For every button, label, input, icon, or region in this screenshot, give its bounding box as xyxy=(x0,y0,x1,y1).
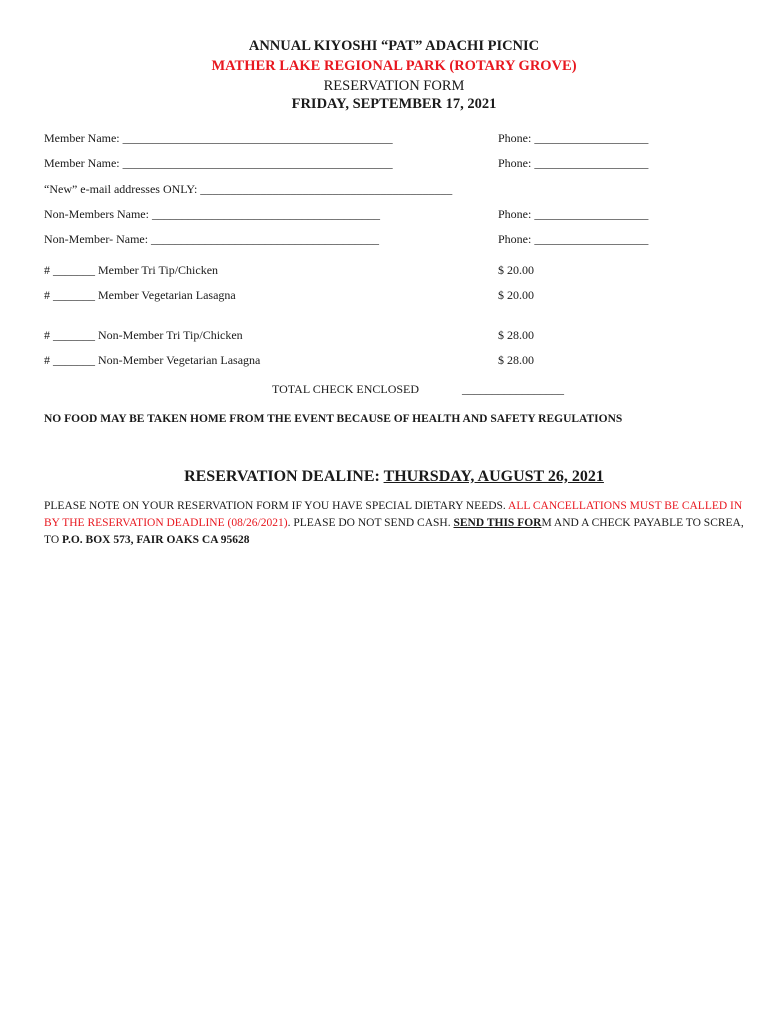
cash-note: . PLEASE DO NOT SEND CASH. xyxy=(287,517,454,529)
item-nonmember-tritip-price: $ 28.00 xyxy=(498,328,534,342)
item-member-tritip[interactable]: # _______ Member Tri Tip/Chicken xyxy=(44,263,219,277)
phone-field-2[interactable]: Phone: ___________________ xyxy=(498,156,649,170)
nonmember-name-field-1[interactable]: Non-Members Name: ______________________________________ xyxy=(44,207,380,221)
phone-field-1[interactable]: Phone: ___________________ xyxy=(498,131,649,145)
item-nonmember-tritip[interactable]: # _______ Non-Member Tri Tip/Chicken xyxy=(44,328,243,342)
item-member-lasagna-price: $ 20.00 xyxy=(498,288,534,302)
item-nonmember-lasagna-price: $ 28.00 xyxy=(498,353,534,367)
food-notice: NO FOOD MAY BE TAKEN HOME FROM THE EVENT BECAUSE OF HEALTH AND SAFETY REGULATIONS xyxy=(44,413,623,425)
dietary-note: PLEASE NOTE ON YOUR RESERVATION FORM IF YOU HAVE SPECIAL DIETARY NEEDS. xyxy=(44,500,509,512)
form-name: RESERVATION FORM xyxy=(323,78,465,94)
picnic-title: ANNUAL KIYOSHI “PAT” ADACHI PICNIC xyxy=(248,38,540,54)
email-field[interactable]: “New” e-mail addresses ONLY: __________________________________________ xyxy=(44,182,453,196)
event-date: FRIDAY, SEPTEMBER 17, 2021 xyxy=(291,96,497,112)
member-name-field-1[interactable]: Member Name: _____________________________________________ xyxy=(44,131,393,145)
reservation-deadline xyxy=(0,468,770,486)
payable-note: M AND A CHECK PAYABLE TO SCREA, TO xyxy=(44,517,744,546)
nonmember-name-field-2[interactable]: Non-Member- Name: ______________________________________ xyxy=(44,232,380,246)
total-label: TOTAL CHECK ENCLOSED xyxy=(272,382,420,396)
total-check-field[interactable]: _________________ xyxy=(462,382,564,396)
item-member-tritip-price: $ 20.00 xyxy=(498,263,534,277)
send-form-note: SEND THIS FOR xyxy=(453,517,542,529)
mailing-address: P.O. BOX 573, FAIR OAKS CA 95628 xyxy=(62,534,250,546)
phone-field-3[interactable]: Phone: ___________________ xyxy=(498,207,649,221)
member-name-field-2[interactable]: Member Name: _____________________________________________ xyxy=(44,156,393,170)
cancellation-note: ALL CANCELLATIONS MUST BE CALLED IN BY THE RESERVATION DEADLINE (08/26/2021) xyxy=(44,500,743,529)
deadline-date: THURSDAY, AUGUST 26, 2021 xyxy=(383,468,604,485)
instructions-paragraph xyxy=(44,498,744,549)
phone-field-4[interactable]: Phone: ___________________ xyxy=(498,232,649,246)
item-member-lasagna[interactable]: # _______ Member Vegetarian Lasagna xyxy=(44,288,236,302)
item-nonmember-lasagna[interactable]: # _______ Non-Member Vegetarian Lasagna xyxy=(44,353,261,367)
event-location: MATHER LAKE REGIONAL PARK (ROTARY GROVE) xyxy=(211,58,577,74)
deadline-label: RESERVATION DEALINE: xyxy=(184,468,384,485)
